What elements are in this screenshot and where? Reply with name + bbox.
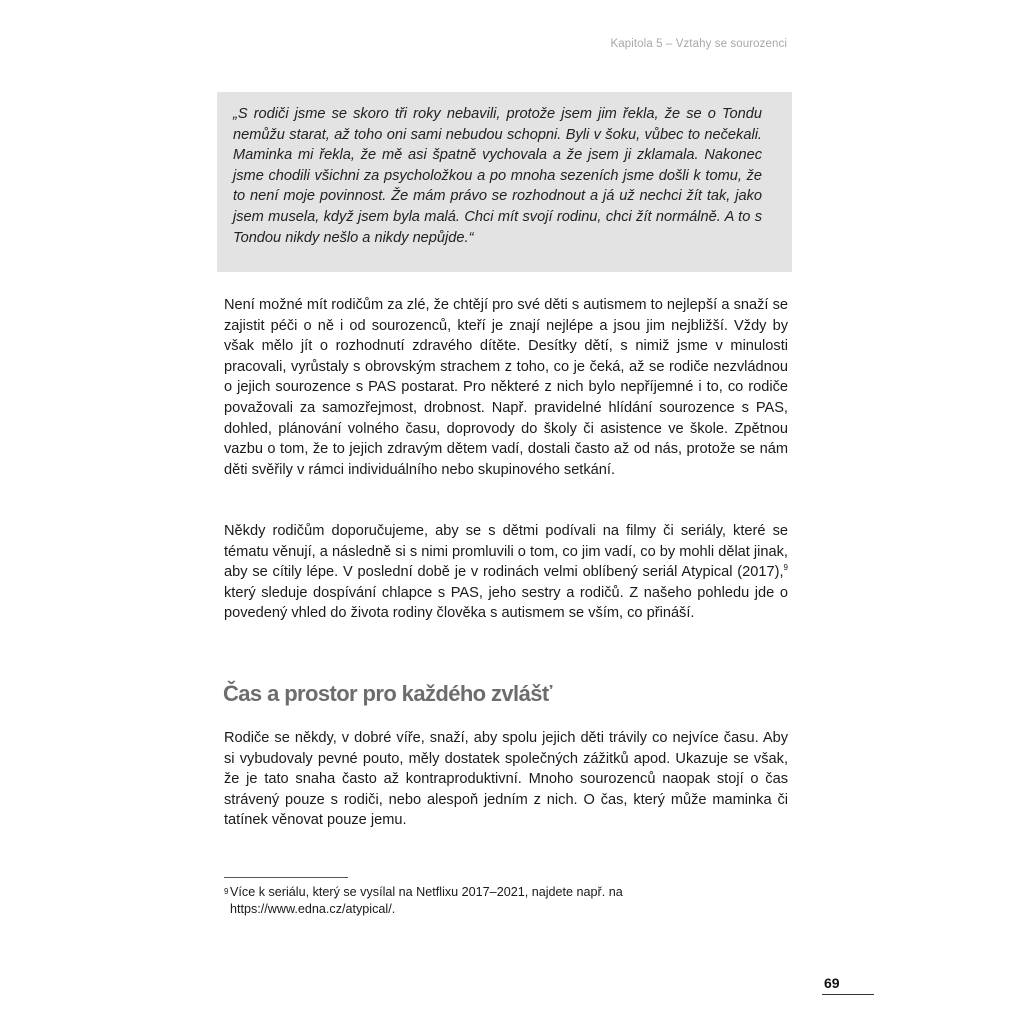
body-paragraph-1: Není možné mít rodičům za zlé, že chtějí pro své děti s autismem to nejlepší a snaží se zajistit péči o ně i od sourozenců, kteří je znají nejlépe a jsou jim nejbližší. Vždy by však mělo jít o rozhodnutí zdravého dítěte. Desítky dětí, s nimiž jsme v minulosti pracovali, vyrůstaly s obrovským strachem z toho, co je čeká, až se rodiče nezvládnou o jejich sourozence s PAS postarat. Pro některé z nich bylo nepříjemné i to, co rodiče považovali za samozřejmost, drobnost. Např. pravidelné hlídání sourozence s PAS, dohled, plánování volného času, doprovody do školy či asistence ve škole. Zpětnou vazbu o tom, že to jejich zdravým dětem vadí, dostali často až od nás, protože se nám děti svěřily v rámci individuálního nebo skupinového setkání. — [224, 297, 788, 478]
body-paragraph-3: Rodiče se někdy, v dobré víře, snaží, aby spolu jejich děti trávily co nejvíce času. Aby si vybudovaly pevné pouto, měly dostatek společných zážitků apod. Ukazuje se však, že je tato snaha často až kontraproduktivní. Mnoho sourozenců naopak stojí o čas strávený pouze s rodiči, nebo alespoň jedním z nich. O čas, který může maminka či tatínek věnovat pouze jemu. — [224, 730, 788, 829]
page-number: 69 — [824, 975, 840, 991]
quote-box — [217, 92, 792, 272]
body-paragraph-2-before: Někdy rodičům doporučujeme, aby se s dětmi podívali na filmy či seriály, které se tématu věnují, a následně si s nimi promluvili o tom, co jim vadí, co by mohli dělat jinak, aby se cítily lépe. V poslední době je v rodinách velmi oblíbený seriál Atypical (2017), — [224, 523, 788, 581]
footnote-text: Více k seriálu, který se vysílal na Netflixu 2017–2021, najdete např. na https://www.edna.cz/atypical/. — [230, 885, 623, 916]
footnote — [224, 884, 790, 918]
running-header: Kapitola 5 – Vztahy se sourozenci — [610, 38, 787, 50]
page-number-rule — [822, 994, 874, 995]
footnote-reference[interactable]: 9 — [783, 563, 788, 573]
section-heading: Čas a prostor pro každého zvlášť — [223, 681, 552, 706]
footnote-separator — [224, 877, 348, 878]
footnote-marker: 9 — [224, 887, 229, 896]
quote-text: „S rodiči jsme se skoro tři roky nebavili, protože jsem jim řekla, že se o Tondu nemůžu starat, až toho oni sami nebudou schopni. Byli v šoku, vůbec to nečekali. Maminka mi řekla, že mě asi špatně vychovala a že jsem ji zklamala. Nakonec jsme chodili všichni za psycholožkou a po mnoha sezeních jsme došli k tomu, že to není moje povinnost. Že mám právo se rozhodnout a já už nechci žít tak, jako jsem musela, když jsem byla malá. Chci mít svojí rodinu, chci žít normálně. A to s Tondou nikdy nešlo a nikdy nepůjde.“ — [233, 106, 762, 246]
body-paragraph-2-after: který sleduje dospívání chlapce s PAS, jeho sestry a rodičů. Z našeho pohledu jde o povedený vhled do života rodiny člověka s autismem se vším, co přináší. — [224, 584, 788, 622]
body-paragraph-2 — [224, 521, 788, 624]
